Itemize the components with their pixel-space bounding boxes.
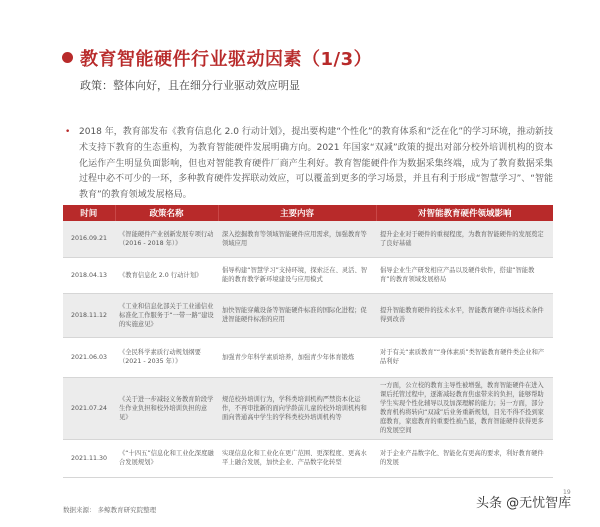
cell-time: 2018.11.12 (63, 293, 115, 337)
intro-paragraph (65, 125, 553, 204)
cell-policy-name: 《工业和信息化部关于工业通信业标准化工作服务于“一带一路”建设的实施意见》 (115, 293, 218, 337)
table-header-row (63, 205, 553, 221)
header-impact: 对智能教育硬件领域影响 (376, 205, 553, 221)
cell-impact: 对于企业产品数字化、智能化有更高的要求，利好教育硬件的发展 (376, 439, 553, 477)
page-title: 教育智能硬件行业驱动因素（1/3） (80, 49, 373, 70)
cell-policy-name: 《“十四五”信息化和工业化深度融合发展规划》 (115, 439, 218, 477)
cell-policy-name: 《智能硬件产业创新发展专项行动（2016 - 2018 年）》 (115, 221, 218, 257)
cell-impact: 提升企业对于硬件的重视程度，为教育智能硬件的发展奠定了良好基础 (376, 221, 553, 257)
cell-content: 实现信息化和工业化在更广范围、更深程度、更高水平上融合发展，加快企业、产品数字化转型 (218, 439, 376, 477)
cell-content: 倡导构建“智慧学习”支持环境，探索泛在、灵活、智能的教育教学新环境建设与应用模式 (218, 257, 376, 293)
cell-impact: 提升智能教育硬件的技术水平，智能教育硬件市场技术条件得到改善 (376, 293, 553, 337)
cell-content: 规范校外培训行为，学科类培训机构严禁资本化运作，不再审批新的面向学龄前儿童的校外培训机构和面向普通高中学生的学科类校外培训机构等 (218, 377, 376, 439)
cell-content: 加快智能穿戴设备等智能硬件标准的国际化进程；促进智能硬件标准的应用 (218, 293, 376, 337)
policy-table (63, 205, 553, 478)
cell-policy-name: 《教育信息化 2.0 行动计划》 (115, 257, 218, 293)
cell-policy-name: 《全民科学素质行动规划纲要（2021 - 2035 年）》 (115, 337, 218, 377)
page-number: 19 (563, 489, 571, 496)
header-time: 时间 (63, 205, 115, 221)
cell-time: 2021.07.24 (63, 377, 115, 439)
table-row (63, 439, 553, 477)
table-row (63, 221, 553, 257)
cell-time: 2016.09.21 (63, 221, 115, 257)
cell-time: 2021.06.03 (63, 337, 115, 377)
data-source-note: 数据来源： 多鲸教育研究院整理 (63, 506, 157, 514)
title-bullet-icon (62, 52, 73, 63)
table-row (63, 293, 553, 337)
table-row (63, 257, 553, 293)
cell-content: 深入挖掘教育等领域智能硬件应用需求，加强教育等领域应用 (218, 221, 376, 257)
table-row (63, 337, 553, 377)
watermark: 头条 @无忧智库 (476, 496, 572, 511)
cell-impact: 一方面，公立校的教育主导性被增强，教育智能硬件在进入课后托管过程中，逐渐减轻教育焦虑带来的负担，能够帮助学生实现个性化辅导以及加深理解的能力；另一方面，部分教育机构将转向“双减”后业务重新规划，目光不得不投到家庭教育，家庭教育的重要性被凸显，教育智能硬件获得更多的发展空间 (376, 377, 553, 439)
cell-impact: 倡导企业生产研发相应产品以及硬件软件，搭建“智能教育”的教育领域发展格局 (376, 257, 553, 293)
cell-policy-name: 《关于进一步减轻义务教育阶段学生作业负担和校外培训负担的意见》 (115, 377, 218, 439)
cell-time: 2021.11.30 (63, 439, 115, 477)
page-subtitle: 政策：整体向好，且在细分行业驱动效应明显 (80, 79, 300, 92)
cell-content: 加强青少年科学素质培养，加强青少年体育锻炼 (218, 337, 376, 377)
header-main-content: 主要内容 (218, 205, 376, 221)
cell-time: 2018.04.13 (63, 257, 115, 293)
table-row (63, 377, 553, 439)
cell-impact: 对于有关“素质教育”“身体素质”类智能教育硬件类企业和产品利好 (376, 337, 553, 377)
bullet-icon: • (65, 127, 71, 137)
header-policy-name: 政策名称 (115, 205, 218, 221)
intro-text: 2018 年，教育部发布《教育信息化 2.0 行动计划》，提出要构建“个性化”的教育体系和“泛在化”的学习环境，推动新技术支持下教育的生态重构，为教育智能硬件发展明确方向。2021 年国家“双减”政策的提出对部分校外培训机构的资本化运作产生明显负面影响，但也对智能教育硬件厂商产生利好。教育智能硬件作为数据采集终端，成为了教育数据采集过程中必不可少的一环，多种教育硬件发挥联动效应，可以覆盖到更多的学习场景，并且有利于形成“智慧学习”、“智能教育”的教育领域发展格局。 (79, 127, 553, 201)
